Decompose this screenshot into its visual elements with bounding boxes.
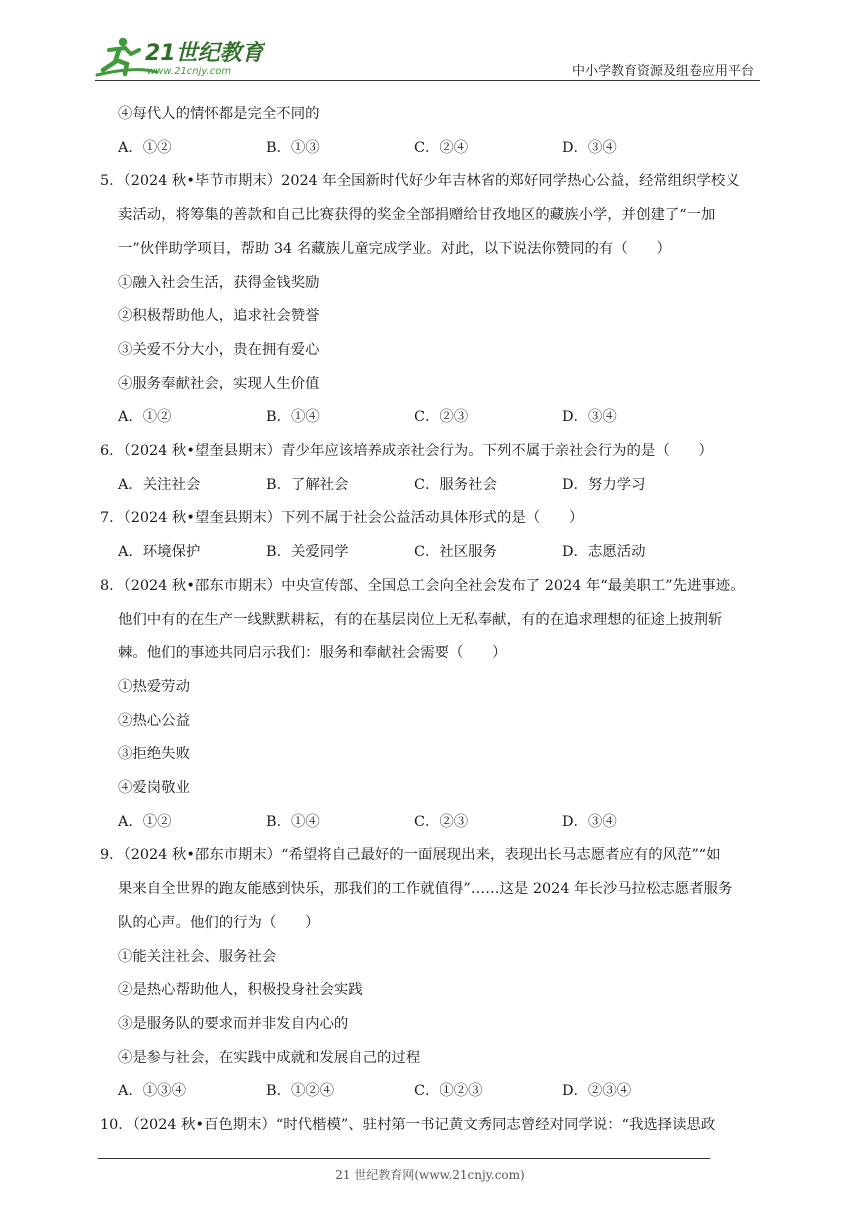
choice-c: C．②④ <box>414 139 469 156</box>
choice-a: A．关注社会 <box>118 476 201 493</box>
choice-row <box>103 132 767 166</box>
site-logo[interactable] <box>95 36 265 78</box>
choice-row <box>103 806 767 840</box>
option-item: ④爱岗敬业 <box>118 780 190 797</box>
option-item: ④每代人的情怀都是完全不同的 <box>118 106 320 122</box>
runner-logo-icon <box>95 36 265 78</box>
question-stem: 果来自全世界的跑友能感到快乐，那我们的工作就值得”……这是 2024 年长沙马拉松志愿者服务 <box>118 881 733 898</box>
question-10 <box>100 1109 767 1143</box>
question-stem: 7．（2024 秋•望奎县期末）下列不属于社会公益活动具体形式的是（ ） <box>100 510 584 527</box>
question-content <box>100 98 767 1143</box>
choice-d: D．②③④ <box>562 1083 632 1100</box>
choice-a: A．环境保护 <box>118 544 201 561</box>
choice-a: A．①② <box>118 813 172 830</box>
header-divider <box>95 80 760 81</box>
question-stem: 棘。他们的事迹共同启示我们：服务和奉献社会需要（ ） <box>118 645 507 662</box>
svg-text:www.21cnjy.com: www.21cnjy.com <box>147 66 232 77</box>
choice-d: D．志愿活动 <box>562 544 646 561</box>
choice-b: B．①④ <box>266 409 320 426</box>
choice-c: C．社区服务 <box>414 544 497 561</box>
choice-a: A．①③④ <box>118 1083 186 1100</box>
choice-a: A．①② <box>118 409 172 426</box>
question-8 <box>100 570 767 840</box>
question-stem: 6．（2024 秋•望奎县期末）青少年应该培养成亲社会行为。下列不属于亲社会行为的是（ ） <box>100 443 713 460</box>
choice-a: A．①② <box>118 139 172 156</box>
choice-c: C．②③ <box>414 813 469 830</box>
question-9 <box>100 839 767 1109</box>
option-item: ④是参与社会，在实践中成就和发展自己的过程 <box>118 1049 421 1066</box>
choice-b: B．①④ <box>266 813 320 830</box>
question-stem: 10．（2024 秋•百色期末）“时代楷模”、驻村第一书记黄文秀同志曾经对同学说：“我选择读思政 <box>100 1117 716 1134</box>
choice-row <box>103 469 767 503</box>
choice-row <box>103 536 767 570</box>
option-item: ③拒绝失败 <box>118 746 190 763</box>
option-item: ②热心公益 <box>118 712 190 729</box>
choice-c: C．①②③ <box>414 1083 483 1100</box>
question-stem: 5．（2024 秋•毕节市期末）2024 年全国新时代好少年吉林省的郑好同学热心公益，经常组织学校义 <box>100 173 740 190</box>
choice-b: B．①②④ <box>266 1083 335 1100</box>
option-item: ②积极帮助他人，追求社会赞誉 <box>118 308 320 325</box>
question-stem: 他们中有的在生产一线默默耕耘，有的在基层岗位上无私奉献，有的在追求理想的征途上披荆斩 <box>118 611 723 628</box>
option-item: ④服务奉献社会，实现人生价值 <box>118 375 320 392</box>
footer-divider <box>98 1158 710 1159</box>
page-header <box>0 0 860 90</box>
option-item: ①融入社会生活，获得金钱奖励 <box>118 274 320 291</box>
question-stem: 队的心声。他们的行为（ ） <box>118 914 320 931</box>
option-item: ②是热心帮助他人，积极投身社会实践 <box>118 982 363 999</box>
option-item: ①能关注社会、服务社会 <box>118 948 277 965</box>
question-6 <box>100 435 767 502</box>
choice-row <box>103 401 767 435</box>
choice-c: C．②③ <box>414 409 469 426</box>
question-stem: 卖活动，将筹集的善款和自己比赛获得的奖金全部捐赠给甘孜地区的藏族小学，并创建了“一加 <box>118 207 716 224</box>
question-stem: 一”伙伴助学项目，帮助 34 名藏族儿童完成学业。对此，以下说法你赞同的有（ ） <box>118 240 671 257</box>
question-7 <box>100 502 767 569</box>
question-stem: 9．（2024 秋•邵东市期末）“希望将自己最好的一面展现出来，表现出长马志愿者应有的风范”“如 <box>100 847 721 864</box>
option-item: ③是服务队的要求而并非发自内心的 <box>118 1015 349 1032</box>
choice-d: D．③④ <box>562 409 617 426</box>
svg-text:21世纪教育: 21世纪教育 <box>145 41 264 66</box>
choice-d: D．努力学习 <box>562 476 646 493</box>
header-platform-name: 中小学教育资源及组卷应用平台 <box>571 64 754 79</box>
choice-b: B．①③ <box>266 139 320 156</box>
question-stem: 8．（2024 秋•邵东市期末）中央宣传部、全国总工会向全社会发布了 2024 年“最美职工”先进事迹。 <box>100 577 745 594</box>
footer-text[interactable]: 21 世纪教育网(www.21cnjy.com) <box>335 1168 525 1182</box>
choice-c: C．服务社会 <box>414 476 497 493</box>
choice-d: D．③④ <box>562 139 617 156</box>
option-item: ①热爱劳动 <box>118 678 190 695</box>
choice-d: D．③④ <box>562 813 617 830</box>
prev-question <box>103 98 767 165</box>
choice-row <box>103 1075 767 1109</box>
option-item: ③关爱不分大小，贵在拥有爱心 <box>118 341 320 358</box>
choice-b: B．了解社会 <box>266 476 349 493</box>
choice-b: B．关爱同学 <box>266 544 349 561</box>
question-5 <box>100 165 767 435</box>
